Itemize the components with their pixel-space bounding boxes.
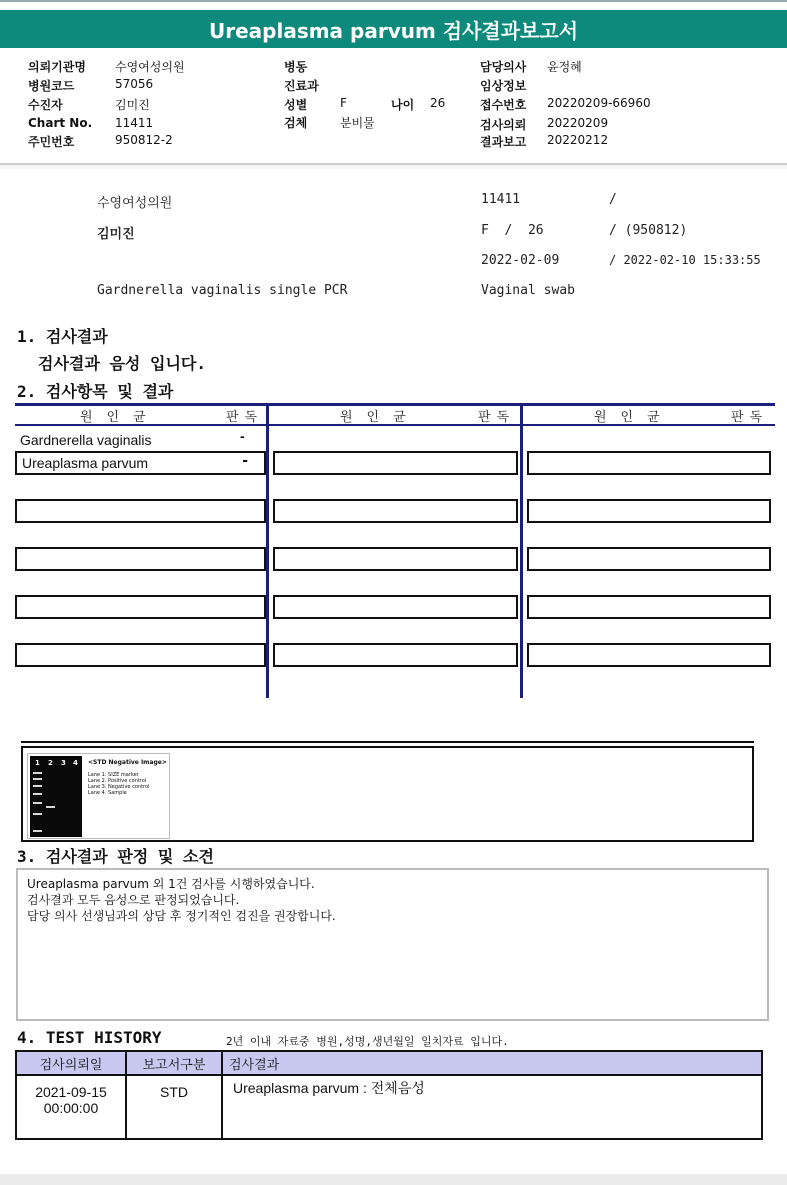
label-hospital-code: 병원코드 xyxy=(28,79,75,93)
gel-band xyxy=(33,793,42,795)
gel-image xyxy=(27,753,170,839)
history-header-row xyxy=(16,1051,762,1075)
result-cell-empty xyxy=(273,547,518,571)
value-patient: 김미진 xyxy=(115,98,150,112)
report-title: Ureaplasma parvum 검사결과보고서 xyxy=(0,10,787,48)
summary-slash: / xyxy=(609,192,617,207)
summary-chart: 11411 xyxy=(481,192,521,207)
label-ward: 병동 xyxy=(284,60,308,74)
col-organism-label: 원인균 xyxy=(80,410,160,425)
section-3-heading: 3. 검사결과 판정 및 소견 xyxy=(17,847,214,866)
value-chart-no: 11411 xyxy=(115,116,154,130)
result-cell-empty xyxy=(527,643,771,667)
value-specimen: 분비물 xyxy=(340,116,375,130)
col-organism-label: 원인균 xyxy=(340,410,420,425)
value-request-date: 20220209 xyxy=(547,116,609,130)
opinion-box xyxy=(16,868,769,1021)
organism-result: - xyxy=(240,428,245,444)
summary-sex-age: F / 26 xyxy=(481,223,544,238)
label-request-date: 검사의뢰 xyxy=(480,118,527,132)
gel-legend-title: <STD Negative Image> xyxy=(88,759,167,766)
value-age: 26 xyxy=(430,96,446,110)
value-report-date: 20220212 xyxy=(547,133,609,147)
gel-legend-item: Lane 1. SIZE marker xyxy=(88,772,139,778)
result-cell-empty xyxy=(273,499,518,523)
organism-name: Gardnerella vaginalis xyxy=(20,432,152,448)
history-date: 2021-09-15 xyxy=(35,1084,107,1100)
col-header-3 xyxy=(594,406,774,424)
section-1-result: 검사결과 음성 입니다. xyxy=(38,354,207,373)
label-department: 진료과 xyxy=(284,79,319,93)
result-cell-empty xyxy=(15,643,266,667)
history-note: 2년 이내 자료중 병원,성명,생년월일 일치자료 입니다. xyxy=(226,1035,509,1048)
header-separator xyxy=(0,163,787,169)
label-clinical-info: 임상정보 xyxy=(480,79,527,93)
value-doctor: 윤정혜 xyxy=(547,60,582,74)
lane-number: 1 xyxy=(35,759,40,767)
grid-divider-2 xyxy=(520,403,523,698)
gel-band xyxy=(33,778,42,780)
label-chart-no: Chart No. xyxy=(28,116,93,130)
gel-legend xyxy=(88,760,168,796)
result-cell-empty xyxy=(15,595,266,619)
value-hospital-code: 57056 xyxy=(115,77,154,91)
result-cell-empty xyxy=(527,595,771,619)
label-receipt-no: 접수번호 xyxy=(480,98,527,112)
gel-band xyxy=(46,806,55,808)
gel-band xyxy=(33,772,42,774)
result-cell xyxy=(15,451,266,475)
organism-name: Ureaplasma parvum xyxy=(22,455,149,471)
label-report-date: 결과보고 xyxy=(480,135,527,149)
gel-band xyxy=(33,830,42,832)
opinion-line: 담당 의사 선생님과의 상담 후 정기적인 검진을 권장합니다. xyxy=(27,909,336,923)
col-header-2 xyxy=(340,406,520,424)
result-cell-empty xyxy=(527,451,771,475)
result-cell-empty xyxy=(527,547,771,571)
label-patient: 수진자 xyxy=(28,98,63,112)
value-receipt-no: 20220209-66960 xyxy=(547,96,651,110)
label-age: 나이 xyxy=(391,98,415,112)
summary-test-name: Gardnerella vaginalis single PCR xyxy=(97,283,348,298)
lane-number: 2 xyxy=(48,759,53,767)
gel-legend-item: Lane 4. Sample xyxy=(88,790,127,796)
result-cell-empty xyxy=(273,451,518,475)
lane-number: 4 xyxy=(73,759,78,767)
history-type: STD xyxy=(126,1075,222,1139)
grid-divider-1 xyxy=(266,403,269,698)
label-clinic: 의뢰기관명 xyxy=(28,60,86,74)
col-judgement-label: 판독 xyxy=(226,410,264,425)
history-col-result: 검사결과 xyxy=(222,1051,762,1075)
col-judgement-label: 판독 xyxy=(478,410,516,425)
label-resident-no: 주민번호 xyxy=(28,135,75,149)
result-cell-empty xyxy=(15,499,266,523)
history-table xyxy=(15,1050,763,1140)
summary-clinic: 수영여성의원 xyxy=(97,196,173,211)
label-doctor: 담당의사 xyxy=(480,60,527,74)
history-col-date: 검사의뢰일 xyxy=(16,1051,126,1075)
section-4-heading: 4. TEST HISTORY xyxy=(17,1028,162,1047)
top-border xyxy=(0,0,787,2)
gel-band xyxy=(33,785,42,787)
section-2-heading: 2. 검사항목 및 결과 xyxy=(17,382,174,401)
gel-legend-item: Lane 3. Negative control xyxy=(88,784,150,790)
gel-band xyxy=(33,802,42,804)
label-sex: 성별 xyxy=(284,98,308,112)
result-cell-empty xyxy=(527,499,771,523)
history-col-type: 보고서구분 xyxy=(126,1051,222,1075)
opinion-line: Ureaplasma parvum 외 1건 검사를 시행하였습니다. xyxy=(27,877,315,891)
history-date-cell xyxy=(16,1075,126,1139)
history-time: 00:00:00 xyxy=(43,1100,99,1116)
image-top-line xyxy=(21,741,754,743)
section-1-heading: 1. 검사결과 xyxy=(17,327,108,346)
table-row xyxy=(16,1075,762,1139)
organism-result: - xyxy=(242,453,248,469)
summary-name: 김미진 xyxy=(97,227,135,242)
result-cell-empty xyxy=(15,547,266,571)
label-specimen: 검체 xyxy=(284,116,308,130)
gel-photo xyxy=(30,756,82,837)
summary-specimen: Vaginal swab xyxy=(481,283,575,298)
summary-date-request: 2022-02-09 xyxy=(481,253,560,268)
gel-legend-item: Lane 2. Positive control xyxy=(88,778,147,784)
result-cell-empty xyxy=(273,595,518,619)
summary-date-report: / 2022-02-10 15:33:55 xyxy=(609,253,761,267)
lane-number: 3 xyxy=(61,759,66,767)
gel-band xyxy=(33,813,42,815)
history-result: Ureaplasma parvum : 전체음성 xyxy=(222,1075,762,1139)
col-judgement-label: 판독 xyxy=(731,410,769,425)
col-header-1 xyxy=(80,406,266,424)
bottom-bar xyxy=(0,1174,787,1185)
summary-birth: / (950812) xyxy=(609,223,688,238)
opinion-line: 검사결과 모두 음성으로 판정되었습니다. xyxy=(27,893,240,907)
value-clinic: 수영여성의원 xyxy=(115,60,185,74)
value-sex: F xyxy=(340,96,347,110)
col-organism-label: 원인균 xyxy=(594,410,674,425)
result-cell-empty xyxy=(273,643,518,667)
value-resident-no: 950812-2 xyxy=(115,133,173,147)
